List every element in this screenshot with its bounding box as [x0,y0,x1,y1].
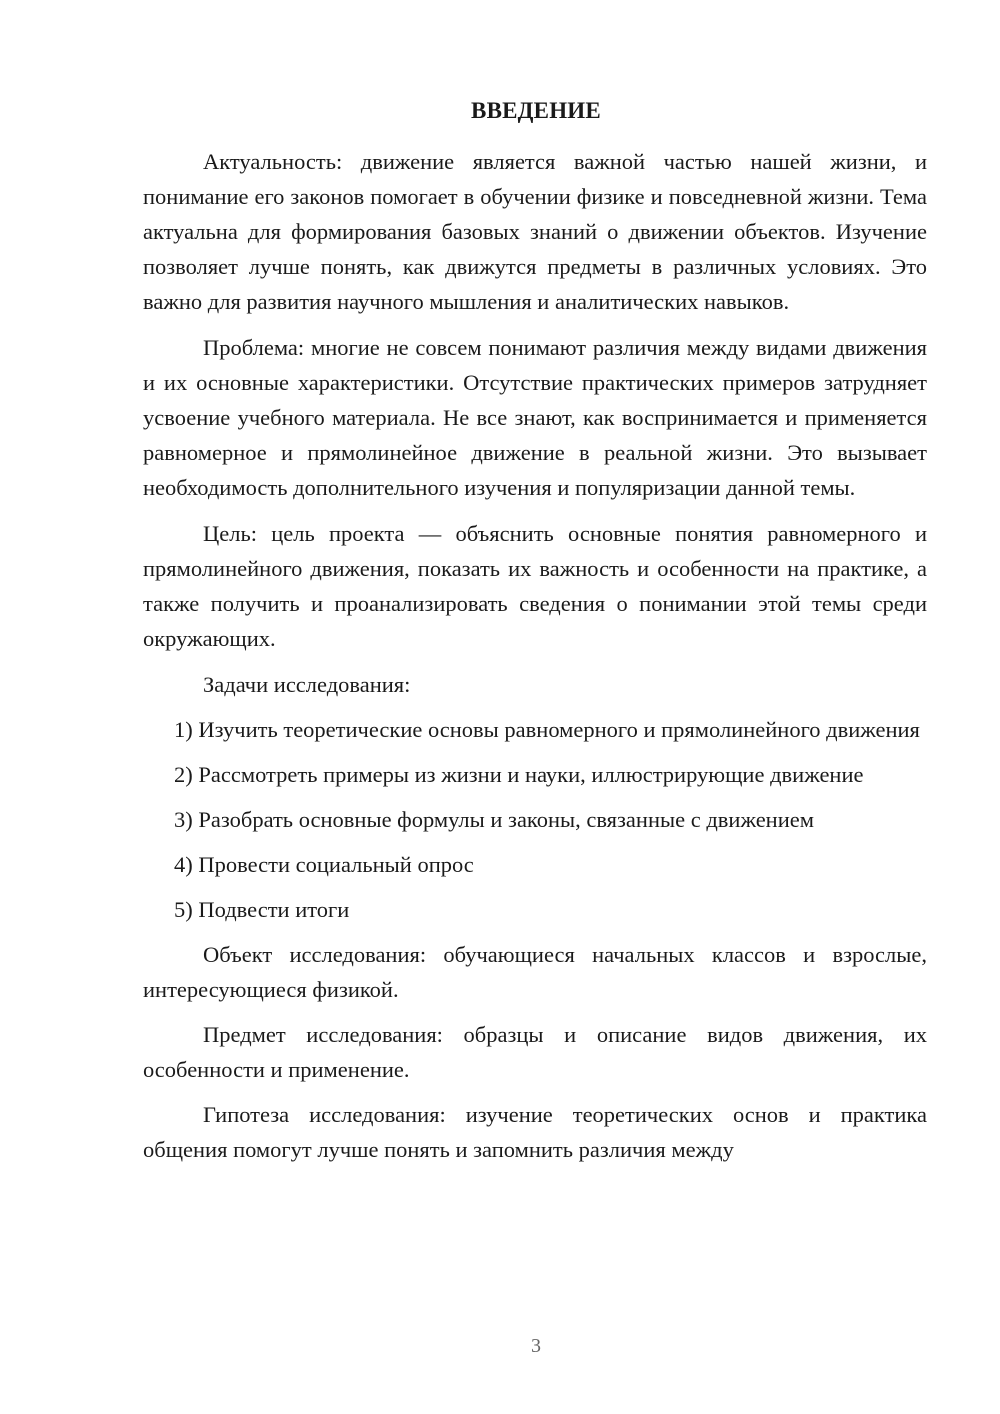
task-item-2: 2) Рассмотреть примеры из жизни и науки, иллюстрирующие движение [174,762,864,787]
task-item-3: 3) Разобрать основные формулы и законы, связанные с движением [174,807,814,832]
paragraph-object: Объект исследования: обучающиеся начальных классов и взрослые, интересующиеся физикой. [143,942,927,1002]
task-item-5: 5) Подвести итоги [174,897,350,922]
paragraph-subject: Предмет исследования: образцы и описание видов движения, их особенности и применение. [143,1022,927,1082]
paragraph-hypothesis: Гипотеза исследования: изучение теоретических основ и практика общения помогут лучше понять и запомнить различия между [143,1102,927,1162]
paragraph-relevance: Актуальность: движение является важной частью нашей жизни, и понимание его законов помогает в обучении физике и повседневной жизни. Тема актуальна для формирования базовых знаний о движении объектов. Изучение позволяет лучше понять, как движутся предметы в различных условиях. Это важно для развития научного мышления и аналитических навыков. [143,149,927,314]
page-title: ВВЕДЕНИЕ [471,98,601,123]
task-item-1: 1) Изучить теоретические основы равномерного и прямолинейного движения [174,717,920,742]
page-number: 3 [531,1335,541,1357]
paragraph-problem: Проблема: многие не совсем понимают различия между видами движения и их основные характеристики. Отсутствие практических примеров затрудняет усвоение учебного материала. Не все знают, как воспринимается и применяется равномерное и прямолинейное движение в реальной жизни. Это вызывает необходимость дополнительного изучения и популяризации данной темы. [143,335,927,500]
task-item-4: 4) Провести социальный опрос [174,852,474,877]
paragraph-goal: Цель: цель проекта — объяснить основные понятия равномерного и прямолинейного движения, показать их важность и особенности на практике, а также получить и проанализировать сведения о понимании этой темы среди окружающих. [143,521,927,651]
tasks-heading: Задачи исследования: [203,672,411,697]
document-body [143,144,927,1167]
